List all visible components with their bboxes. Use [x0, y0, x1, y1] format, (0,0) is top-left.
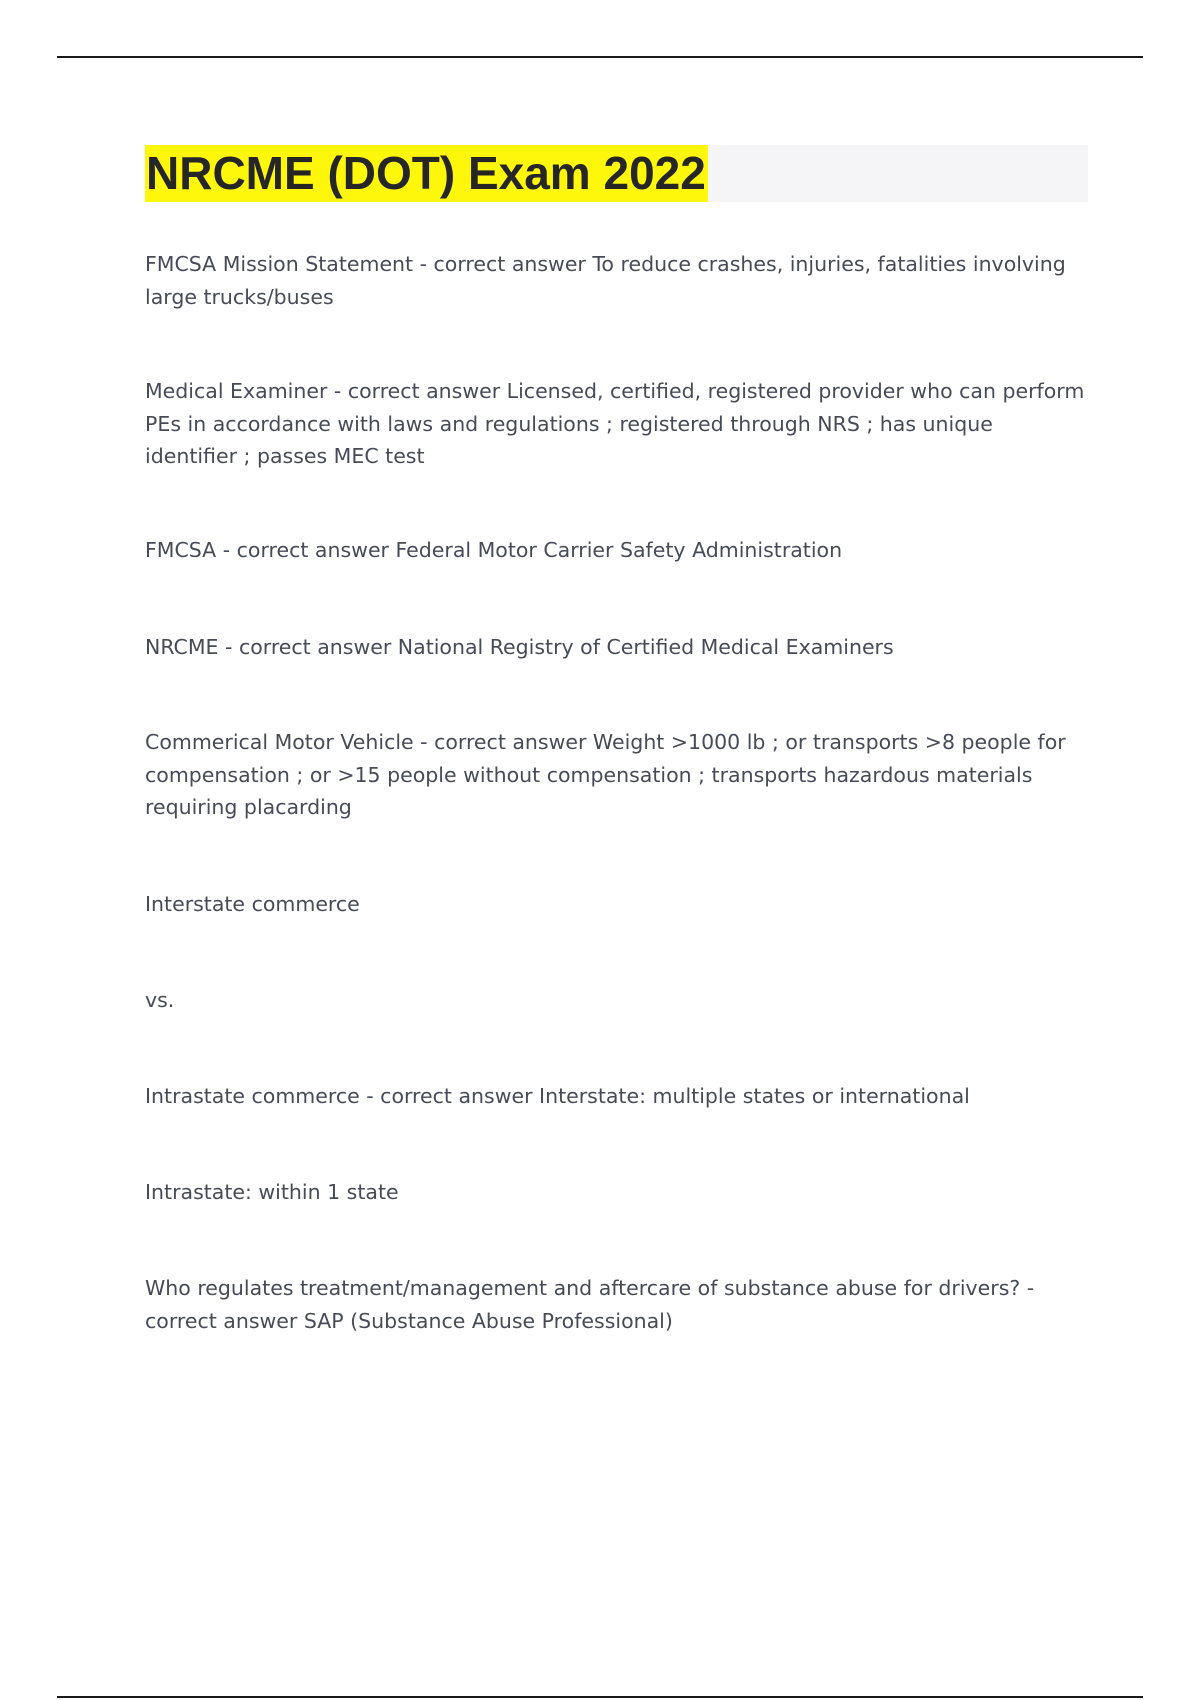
paragraph-commercial-motor-vehicle: Commerical Motor Vehicle - correct answer Weight >1000 lb ; or transports >8 people for compensation ; or >15 people without compensation ; transports hazardous materials requiring placarding [145, 730, 1066, 819]
paragraph-fmcsa: FMCSA - correct answer Federal Motor Carrier Safety Administration [145, 538, 843, 562]
top-rule [57, 56, 1143, 58]
paragraph-interstate-commerce: Interstate commerce [145, 892, 360, 916]
paragraph-intrastate-definition: Intrastate: within 1 state [145, 1180, 399, 1204]
paragraph-intrastate-commerce: Intrastate commerce - correct answer Interstate: multiple states or international [145, 1084, 970, 1108]
paragraph-nrcme: NRCME - correct answer National Registry of Certified Medical Examiners [145, 635, 894, 659]
paragraph-fmcsa-mission: FMCSA Mission Statement - correct answer To reduce crashes, injuries, fatalities involving large trucks/buses [145, 252, 1066, 309]
paragraph-vs: vs. [145, 988, 175, 1012]
paragraph-substance-abuse: Who regulates treatment/management and aftercare of substance abuse for drivers? - correct answer SAP (Substance Abuse Professional) [145, 1276, 1035, 1333]
paragraph-medical-examiner: Medical Examiner - correct answer Licensed, certified, registered provider who can perform PEs in accordance with laws and regulations ; registered through NRS ; has unique identifier ; passes MEC test [145, 379, 1085, 468]
page-title: NRCME (DOT) Exam 2022 [145, 145, 708, 202]
bottom-rule [57, 1696, 1143, 1698]
